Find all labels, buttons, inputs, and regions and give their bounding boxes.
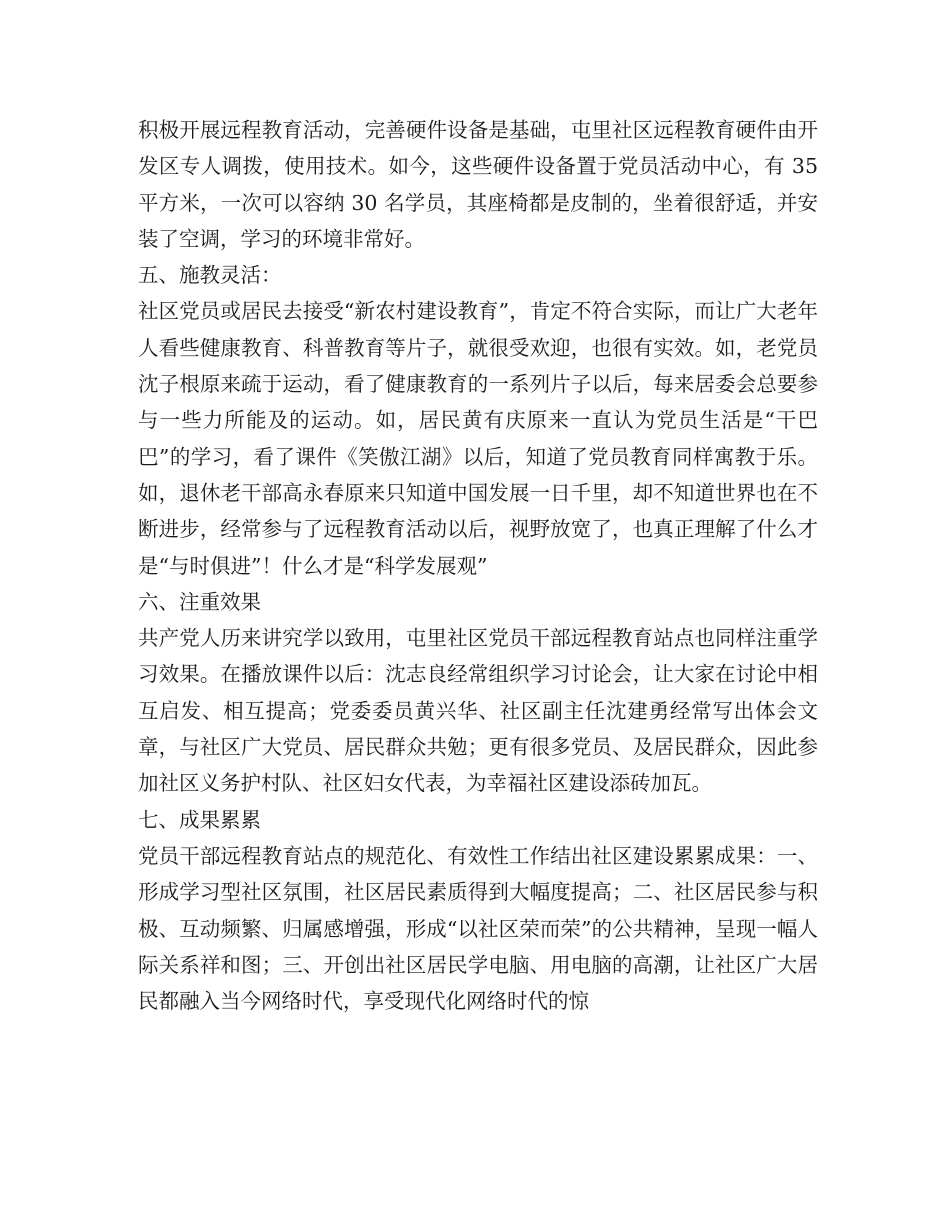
paragraph-hardware: 积极开展远程教育活动，完善硬件设备是基础，屯里社区远程教育硬件由开发区专人调拨，使用技术。如今，这些硬件设备置于党员活动中心，有 35 平方米，一次可以容纳 30 名学员，其座椅都是皮制的，坐着很舒适，并安装了空调，学习的环境非常好。 <box>138 118 818 251</box>
section-heading-5: 五、施教灵活： <box>138 263 282 288</box>
paragraph-results: 党员干部远程教育站点的规范化、有效性工作结出社区建设累累成果：一、形成学习型社区氛围，社区居民素质得到大幅度提高；二、社区居民参与积极、互动频繁、归属感增强，形成“以社区荣而荣”的公共精神，呈现一幅人际关系祥和图；三、开创出社区居民学电脑、用电脑的高潮，让社区广大居民都融入当今网络时代，享受现代化网络时代的惊 <box>138 843 818 1014</box>
document-body <box>138 112 818 1019</box>
section-heading-7: 七、成果累累 <box>138 807 261 832</box>
paragraph-teaching: 社区党员或居民去接受“新农村建设教育”，肯定不符合实际，而让广大老年人看些健康教育、科普教育等片子，就很受欢迎，也很有实效。如，老党员沈子根原来疏于运动，看了健康教育的一系列片子以后，每来居委会总要参与一些力所能及的运动。如，居民黄有庆原来一直认为党员生活是“干巴巴”的学习，看了课件《笑傲江湖》以后，知道了党员教育同样寓教于乐。如，退休老干部高永春原来只知道中国发展一日千里，却不知道世界也在不断进步，经常参与了远程教育活动以后，视野放宽了，也真正理解了什么才是“与时俱进”！什么才是“科学发展观” <box>138 299 818 578</box>
section-heading-6: 六、注重效果 <box>138 589 261 614</box>
paragraph-effect: 共产党人历来讲究学以致用，屯里社区党员干部远程教育站点也同样注重学习效果。在播放课件以后：沈志良经常组织学习讨论会，让大家在讨论中相互启发、相互提高；党委委员黄兴华、社区副主任沈建勇经常写出体会文章，与社区广大党员、居民群众共勉；更有很多党员、及居民群众，因此参加社区义务护村队、社区妇女代表，为幸福社区建设添砖加瓦。 <box>138 626 818 796</box>
